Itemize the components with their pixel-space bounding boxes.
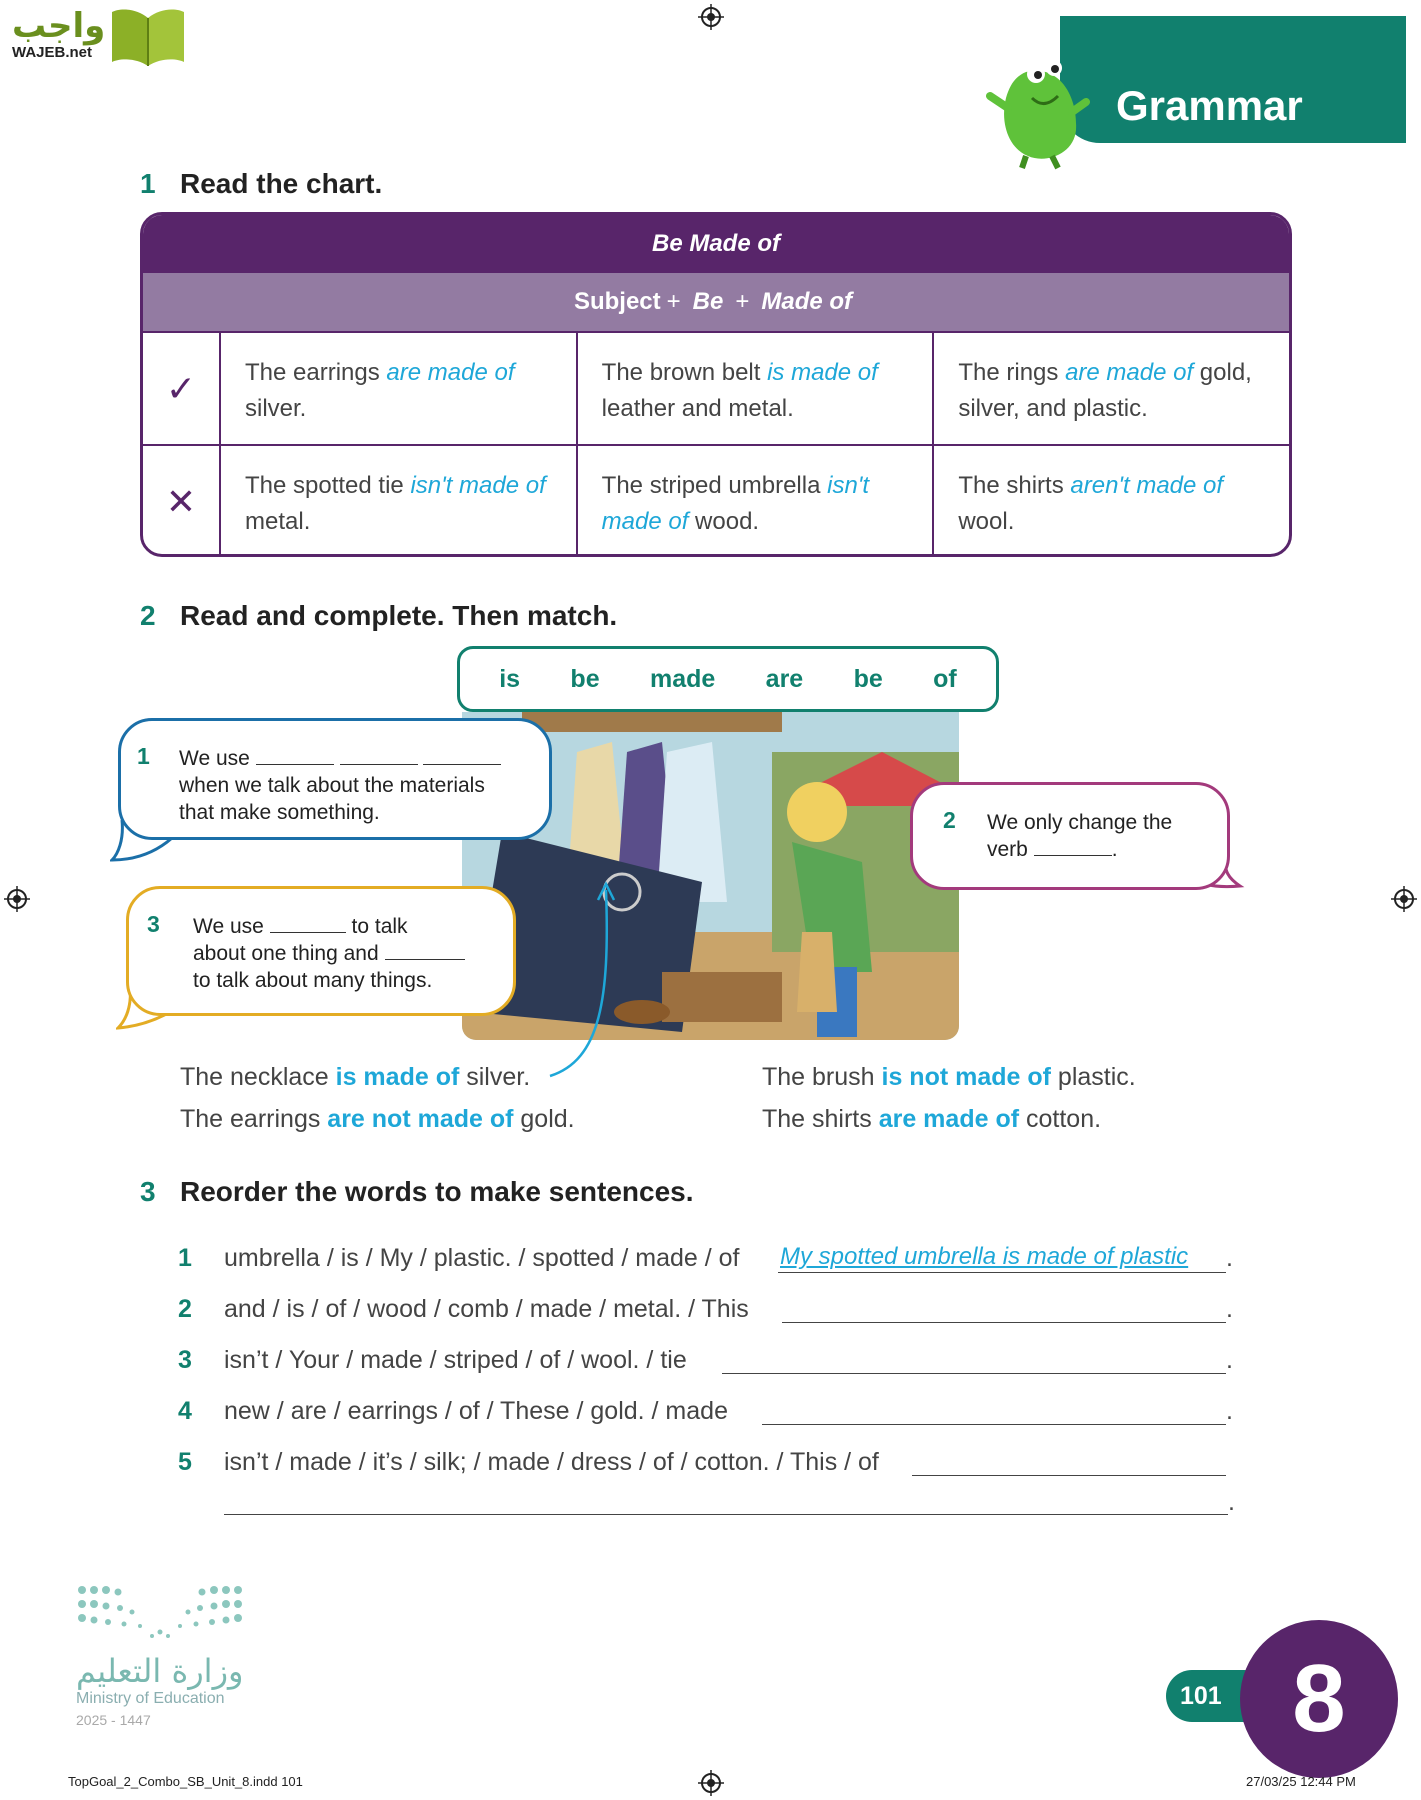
answer-line[interactable] [722, 1373, 1226, 1374]
match-connector-line [540, 880, 620, 1080]
registration-mark-icon [4, 886, 30, 912]
bubble-3-line-1 [193, 913, 493, 940]
chart-cell [576, 446, 933, 557]
cell-text: wool. [958, 508, 1015, 535]
period: . [1226, 1244, 1233, 1272]
period: . [1226, 1295, 1233, 1323]
reorder-words: new / are / earrings / of / These / gold. / made [224, 1397, 728, 1425]
cell-text: wood. [688, 508, 760, 535]
book-logo-icon [108, 6, 188, 66]
cell-highlight: aren't made of [1070, 472, 1224, 499]
chart-title: Be Made of [143, 215, 1289, 273]
bubble-text: to talk [351, 915, 408, 938]
cell-highlight: are made of [386, 359, 515, 386]
sentence-highlight: are made of [878, 1105, 1020, 1133]
word-bank-item: of [933, 664, 957, 693]
section-2-number: 2 [140, 600, 156, 631]
cell-highlight: are made of [1065, 359, 1194, 386]
print-slug-file: TopGoal_2_Combo_SB_Unit_8.indd 101 [68, 1774, 303, 1789]
answer-line [778, 1272, 1226, 1273]
section-2-title: Read and complete. Then match. [180, 600, 618, 631]
bubble-text: about one thing and [193, 942, 379, 965]
sentence-highlight: are not made of [327, 1105, 514, 1133]
chart-cell [221, 446, 576, 557]
reorder-number: 1 [178, 1244, 192, 1272]
reorder-words: and / is / of / wood / comb / made / metal. / This [224, 1295, 749, 1323]
cell-text: The spotted tie [245, 472, 411, 499]
sentence-text: The brush [762, 1063, 882, 1091]
cell-text: The brown belt [601, 359, 768, 386]
answer-blank[interactable] [423, 746, 501, 765]
bubble-text: verb [987, 838, 1028, 861]
word-bank-item: be [853, 664, 883, 693]
sentence-text: silver. [459, 1063, 531, 1091]
cell-text: metal. [245, 508, 311, 535]
answer-line[interactable] [224, 1514, 1228, 1515]
answer-line[interactable] [782, 1322, 1226, 1323]
sentence-highlight: is made of [335, 1063, 460, 1091]
chart-cell [932, 446, 1289, 557]
section-3-title: Reorder the words to make sentences. [180, 1176, 694, 1207]
section-1-number: 1 [140, 168, 156, 199]
wajeb-logo-arabic: واجب [12, 6, 106, 46]
grammar-title: Grammar [1116, 82, 1303, 129]
sentence-text: plastic. [1050, 1063, 1136, 1091]
sentence-text: The necklace [180, 1063, 336, 1091]
bubble-text: We use [179, 747, 250, 770]
ministry-name-arabic: وزارة التعليم [76, 1652, 244, 1690]
sentence-text: gold. [513, 1105, 575, 1133]
match-sentence-2[interactable] [762, 1063, 1136, 1092]
bubble-3-line-2 [193, 940, 493, 967]
wajeb-logo-latin: WAJEB.net [12, 44, 93, 61]
answer-blank[interactable] [256, 746, 334, 765]
cell-text: The rings [958, 359, 1066, 386]
chart-cell [576, 333, 933, 444]
answer-blank[interactable] [1034, 837, 1112, 856]
chart-row-affirmative [143, 333, 1289, 444]
cross-icon: ✕ [143, 446, 221, 557]
cell-text: silver. [245, 395, 307, 422]
cell-highlight: isn't made of [410, 472, 546, 499]
unit-number: 8 [1240, 1620, 1398, 1778]
reorder-words: isn’t / made / it’s / silk; / made / dress / of / cotton. / This / of [224, 1448, 879, 1476]
word-bank-item: made [649, 664, 716, 693]
ministry-name-english: Ministry of Education [76, 1690, 225, 1707]
registration-mark-icon [698, 1770, 724, 1796]
word-bank-item: be [570, 664, 600, 693]
formula-made-of: Made of [761, 288, 853, 315]
bubble-1-line-3: that make something. [179, 801, 380, 824]
period: . [1226, 1346, 1233, 1374]
reorder-number: 3 [178, 1346, 192, 1374]
bubble-2-line-1: We only change the [987, 811, 1173, 834]
period: . [1226, 1397, 1233, 1425]
registration-mark-icon [698, 4, 724, 30]
speech-bubble-1 [118, 718, 552, 840]
formula-be: Be [692, 288, 724, 315]
word-bank-item: is [499, 664, 521, 693]
bubble-1-line-2: when we talk about the materials [179, 774, 485, 797]
reorder-number: 2 [178, 1295, 192, 1323]
print-slug-date: 27/03/25 12:44 PM [1246, 1774, 1356, 1789]
answer-line[interactable] [762, 1424, 1226, 1425]
reorder-number: 5 [178, 1448, 192, 1476]
period: . [1228, 1488, 1235, 1516]
chart-cell [221, 333, 576, 444]
answer-blank[interactable] [270, 914, 346, 933]
ministry-dots-logo-icon [76, 1584, 244, 1644]
sentence-text: The shirts [762, 1105, 879, 1133]
match-sentence-4[interactable] [762, 1105, 1101, 1134]
mascot-icon [986, 52, 1090, 170]
word-bank-item: are [765, 664, 804, 693]
cell-text: gold, silver, and plastic. [958, 359, 1252, 422]
sentence-highlight: is not made of [881, 1063, 1051, 1091]
cell-highlight: isn't made of [601, 472, 870, 535]
ministry-year: 2025 - 1447 [76, 1712, 151, 1728]
period: . [1111, 838, 1118, 861]
registration-mark-icon [1391, 886, 1417, 912]
cell-highlight: is made of [767, 359, 878, 386]
sentence-text: The earrings [180, 1105, 328, 1133]
word-bank [457, 646, 999, 712]
bubble-1-number: 1 [137, 743, 150, 769]
answer-line[interactable] [912, 1475, 1226, 1476]
bubble-text: We use [193, 915, 264, 938]
bubble-2-number: 2 [943, 807, 956, 833]
answer-blank[interactable] [340, 746, 418, 765]
match-sentence-3[interactable] [180, 1105, 575, 1134]
be-made-of-chart [140, 212, 1292, 557]
reorder-answer[interactable]: My spotted umbrella is made of plastic [780, 1243, 1189, 1270]
formula-plus-2: + [735, 288, 750, 315]
answer-blank[interactable] [385, 941, 465, 960]
speech-bubble-3 [126, 886, 516, 1016]
chart-cell [932, 333, 1289, 444]
bubble-3-number: 3 [147, 911, 160, 937]
chart-row-negative [143, 444, 1289, 557]
cell-text: The earrings [245, 359, 387, 386]
check-icon: ✓ [143, 333, 221, 444]
formula-plus-1: + [666, 288, 681, 315]
bubble-3-line-3: to talk about many things. [193, 969, 433, 992]
bubble-2-line-2 [987, 836, 1207, 863]
section-3-number: 3 [140, 1176, 156, 1207]
reorder-words: isn’t / Your / made / striped / of / wool. / tie [224, 1346, 687, 1374]
cell-text: The striped umbrella [601, 472, 828, 499]
page-number: 101 [1166, 1670, 1270, 1722]
reorder-words: umbrella / is / My / plastic. / spotted / made / of [224, 1244, 740, 1272]
sentence-text: cotton. [1019, 1105, 1102, 1133]
bubble-1-line-1 [179, 745, 529, 772]
cell-text: The shirts [958, 472, 1071, 499]
match-sentence-1[interactable] [180, 1063, 530, 1092]
section-1-title: Read the chart. [180, 168, 383, 199]
chart-formula [143, 273, 1289, 333]
speech-bubble-2 [910, 782, 1230, 890]
formula-subject: Subject [573, 288, 661, 315]
reorder-number: 4 [178, 1397, 192, 1425]
cell-text: leather and metal. [601, 395, 794, 422]
